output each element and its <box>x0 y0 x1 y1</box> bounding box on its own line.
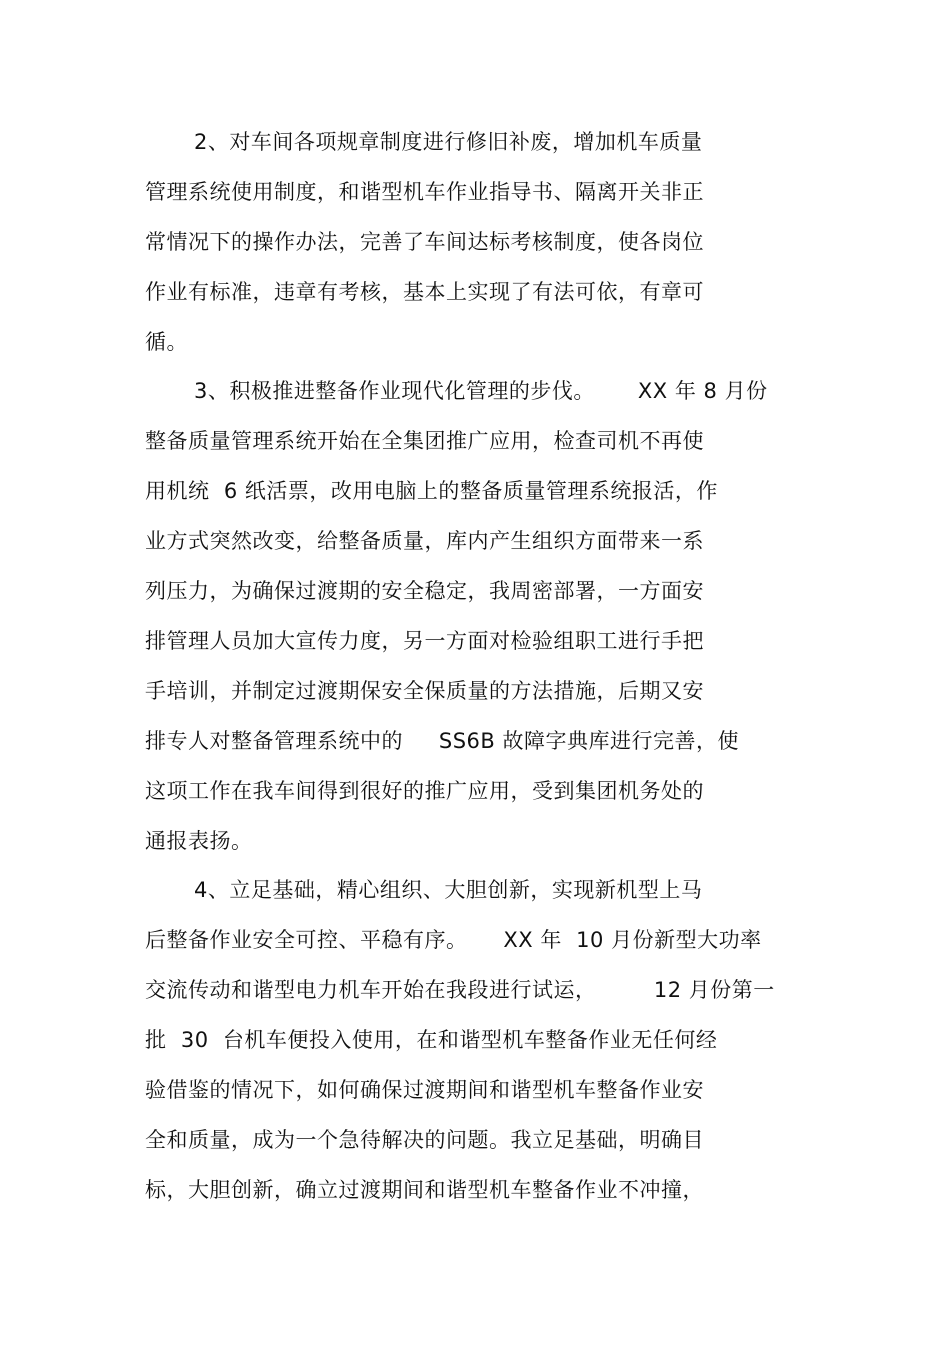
text-line: 管理系统使用制度，和谐型机车作业指导书、隔离开关非正 <box>145 180 704 204</box>
text-line: 4、立足基础，精心组织、大胆创新，实现新机型上马 <box>194 878 703 902</box>
text-line: 批 30 台机车便投入使用，在和谐型机车整备作业无任何经 <box>145 1028 718 1052</box>
text-line: 标，大胆创新，确立过渡期间和谐型机车整备作业不冲撞， <box>145 1178 704 1202</box>
text-line: 全和质量，成为一个急待解决的问题。我立足基础，明确目 <box>145 1128 704 1152</box>
text-line: 通报表扬。 <box>145 829 253 853</box>
text-line: 循。 <box>145 330 188 354</box>
text-line: 手培训，并制定过渡期保安全保质量的方法措施，后期又安 <box>145 679 704 703</box>
text-line: 验借鉴的情况下，如何确保过渡期间和谐型机车整备作业安 <box>145 1078 704 1102</box>
text-line: 后整备作业安全可控、平稳有序。 XX 年 10 月份新型大功率 <box>145 928 762 952</box>
text-line: 整备质量管理系统开始在全集团推广应用，检查司机不再使 <box>145 429 704 453</box>
text-line: 3、积极推进整备作业现代化管理的步伐。 XX 年 8 月份 <box>194 379 768 403</box>
text-line: 列压力，为确保过渡期的安全稳定，我周密部署，一方面安 <box>145 579 704 603</box>
text-line: 用机统 6 纸活票，改用电脑上的整备质量管理系统报活，作 <box>145 479 718 503</box>
text-line: 常情况下的操作办法，完善了车间达标考核制度，使各岗位 <box>145 230 704 254</box>
text-line: 交流传动和谐型电力机车开始在我段进行试运， 12 月份第一 <box>145 978 775 1002</box>
text-line: 排专人对整备管理系统中的 SS6B 故障字典库进行完善，使 <box>145 729 739 753</box>
text-line: 业方式突然改变，给整备质量，库内产生组织方面带来一系 <box>145 529 704 553</box>
text-line: 排管理人员加大宣传力度，另一方面对检验组职工进行手把 <box>145 629 704 653</box>
text-line: 这项工作在我车间得到很好的推广应用，受到集团机务处的 <box>145 779 704 803</box>
text-line: 作业有标准，违章有考核，基本上实现了有法可依，有章可 <box>145 280 704 304</box>
text-line: 2、对车间各项规章制度进行修旧补废，增加机车质量 <box>194 130 703 154</box>
